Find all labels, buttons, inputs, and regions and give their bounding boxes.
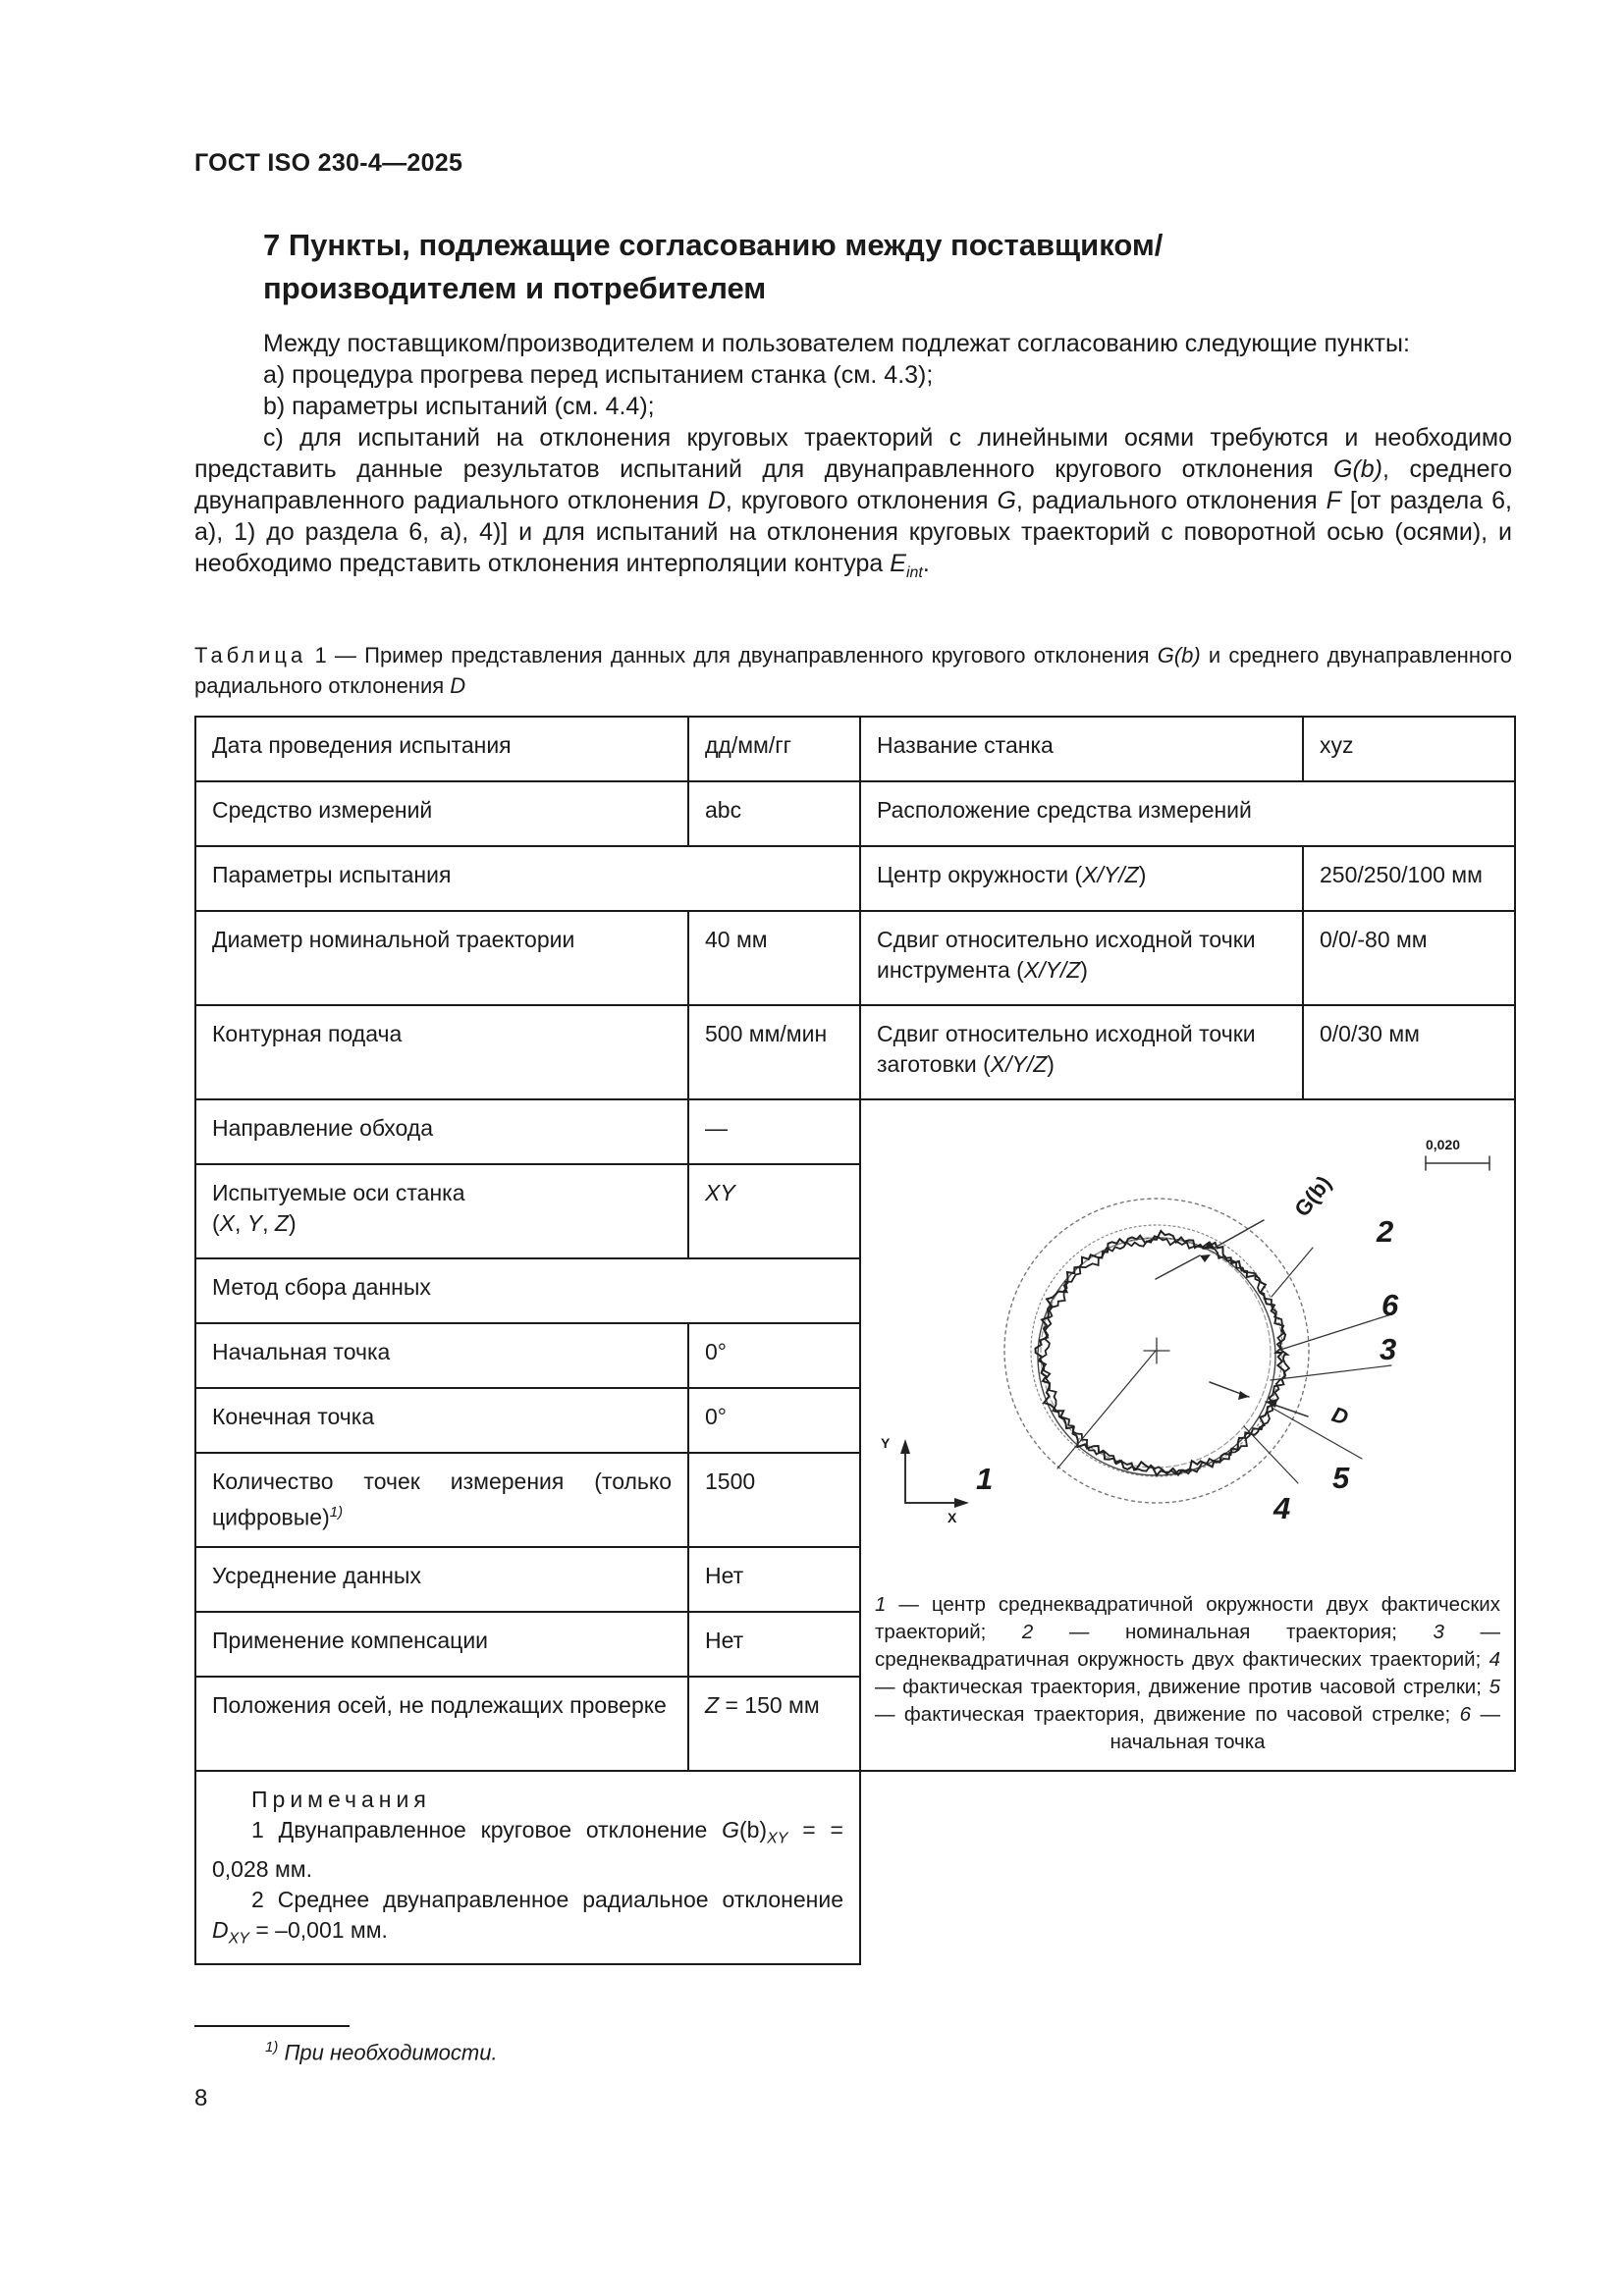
- note-1: 1 Двунаправленное круговое отклонение $G(b)_{XY}$ = = 0,028 мм.: [212, 1817, 843, 1882]
- cell-untested-axes-value: Z = 150 мм: [688, 1677, 860, 1771]
- cell-untested-axes-label: Положения осей, не подлежащих проверке: [195, 1677, 688, 1771]
- leader-1: [1057, 1351, 1156, 1468]
- leader-2: [1272, 1248, 1313, 1297]
- section-title-line1: 7 Пункты, подлежащие согласованию между поставщиком/: [263, 228, 1164, 262]
- cell-axes-label: Испытуемые оси станка (X, Y, Z): [195, 1164, 688, 1258]
- actual-path-ccw: [1036, 1231, 1286, 1475]
- cell-workpiece-offset-value: 0/0/30 мм: [1303, 1005, 1515, 1099]
- callout-5: 5: [1332, 1461, 1350, 1495]
- axis-x-label: X: [947, 1510, 957, 1525]
- cell-machine-name-label: Название станка: [860, 717, 1303, 781]
- cell-test-date-label: Дата проведения испытания: [195, 717, 688, 781]
- gb-label: G(b): [1289, 1171, 1336, 1222]
- leader-5: [1273, 1409, 1362, 1459]
- table-caption: Таблица 1 — Пример представления данных для двунаправленного кругового отклонения G(b) и среднего двунаправленного радиального отклонения D: [194, 643, 1512, 698]
- cell-diameter-value: 40 мм: [688, 911, 860, 1005]
- cell-points-count-label: Количество точек измерения (только цифровые)$^{1)}$: [195, 1453, 688, 1547]
- cell-instrument-position-label: Расположение средства измерений: [860, 781, 1515, 846]
- circular-test-plot: [861, 1100, 1624, 1591]
- cell-machine-name-value: xyz: [1303, 717, 1515, 781]
- note-2: 2 Среднее двунаправленное радиальное отклонение $D_{XY} = -0,001$ мм.: [212, 1886, 843, 1948]
- cell-start-point-value: 0°: [688, 1323, 860, 1388]
- section-title: [263, 224, 1520, 310]
- item-c: c) для испытаний на отклонения круговых траекторий с линейными осями требуются и необходимо представить данные результатов испытаний для двунаправленного кругового отклонения G(b), среднего двунаправленного радиального отклонения D, кругового отклонения G, радиального отклонения F [от раздела 6, a), 1) до раздела 6, a), 4)] и для испытаний на отклонения круговых траекторий с поворотной осью (осями), и необходимо представить отклонения интерполяции контура $E_{int}$.: [194, 424, 1512, 581]
- footnote-separator: [194, 2025, 350, 2027]
- cell-end-point-label: Конечная точка: [195, 1388, 688, 1453]
- figure-legend: 1 — центр среднеквадратичной окружности двух фактических траекторий; 2 — номинальная траектория; 3 — среднеквадратичная окружность двух фактических траекторий; 4 — фактическая траектория, движение против часовой стрелки; 5 — фактическая траектория, движение по часовой стрелке; 6 — начальная точка: [875, 1593, 1500, 1753]
- leader-6: [1277, 1314, 1391, 1351]
- figure-cell: [860, 1099, 1515, 1771]
- table-row: [195, 1099, 1515, 1164]
- callout-1: 1: [976, 1462, 994, 1496]
- cell-direction-value: —: [688, 1099, 860, 1164]
- cell-test-date-value: дд/мм/гг: [688, 717, 860, 781]
- cell-points-count-value: 1500: [688, 1453, 860, 1547]
- intro-paragraph: Между поставщиком/производителем и пользователем подлежат согласованию следующие пункты:: [263, 330, 1410, 357]
- callout-6: 6: [1381, 1288, 1399, 1322]
- cell-data-method-label: Метод сбора данных: [195, 1258, 860, 1323]
- table-row: [195, 781, 1515, 846]
- cell-direction-label: Направление обхода: [195, 1099, 688, 1164]
- section-title-line2: производителем и потребителем: [263, 271, 767, 305]
- table-row: [195, 846, 1515, 911]
- agreement-items: [194, 328, 1512, 589]
- d-label: D: [1328, 1401, 1352, 1430]
- test-data-table: [194, 716, 1516, 1965]
- cell-start-point-label: Начальная точка: [195, 1323, 688, 1388]
- cell-feed-label: Контурная подача: [195, 1005, 688, 1099]
- cell-tool-offset-value: 0/0/-80 мм: [1303, 911, 1515, 1005]
- callout-2: 2: [1377, 1214, 1394, 1249]
- cell-test-parameters-label: Параметры испытания: [195, 846, 860, 911]
- cell-compensation-label: Применение компенсации: [195, 1612, 688, 1677]
- table-row: [195, 717, 1515, 781]
- cell-compensation-value: Нет: [688, 1612, 860, 1677]
- table-row: [195, 1005, 1515, 1099]
- cell-diameter-label: Диаметр номинальной траектории: [195, 911, 688, 1005]
- leader-4: [1244, 1426, 1298, 1483]
- cell-feed-value: 500 мм/мин: [688, 1005, 860, 1099]
- table-row: [195, 1771, 1515, 1964]
- notes-heading: Примечания: [251, 1787, 431, 1812]
- cell-averaging-label: Усреднение данных: [195, 1547, 688, 1612]
- scale-label: 0,020: [1426, 1137, 1461, 1152]
- callout-3: 3: [1380, 1332, 1397, 1366]
- notes-cell: [195, 1771, 860, 1964]
- cell-circle-center-label: Центр окружности (X/Y/Z): [860, 846, 1303, 911]
- document-header: ГОСТ ISO 230-4—2025: [194, 149, 463, 177]
- footnote: $^{1)}$ При необходимости.: [265, 2039, 498, 2065]
- cell-end-point-value: 0°: [688, 1388, 860, 1453]
- callout-4: 4: [1273, 1491, 1291, 1525]
- cell-instrument-label: Средство измерений: [195, 781, 688, 846]
- cell-axes-value: XY: [688, 1164, 860, 1258]
- cell-circle-center-value: 250/250/100 мм: [1303, 846, 1515, 911]
- item-b: b) параметры испытаний (см. 4.4);: [263, 393, 655, 420]
- item-a: a) процедура прогрева перед испытанием станка (см. 4.3);: [263, 361, 934, 389]
- cell-averaging-value: Нет: [688, 1547, 860, 1612]
- cell-workpiece-offset-label: Сдвиг относительно исходной точки заготовки (X/Y/Z): [860, 1005, 1303, 1099]
- table-row: [195, 911, 1515, 1005]
- cell-tool-offset-label: Сдвиг относительно исходной точки инструмента (X/Y/Z): [860, 911, 1303, 1005]
- page-number: 8: [194, 2085, 208, 2111]
- cell-instrument-value: abc: [688, 781, 860, 846]
- axis-y-label: Y: [881, 1435, 891, 1451]
